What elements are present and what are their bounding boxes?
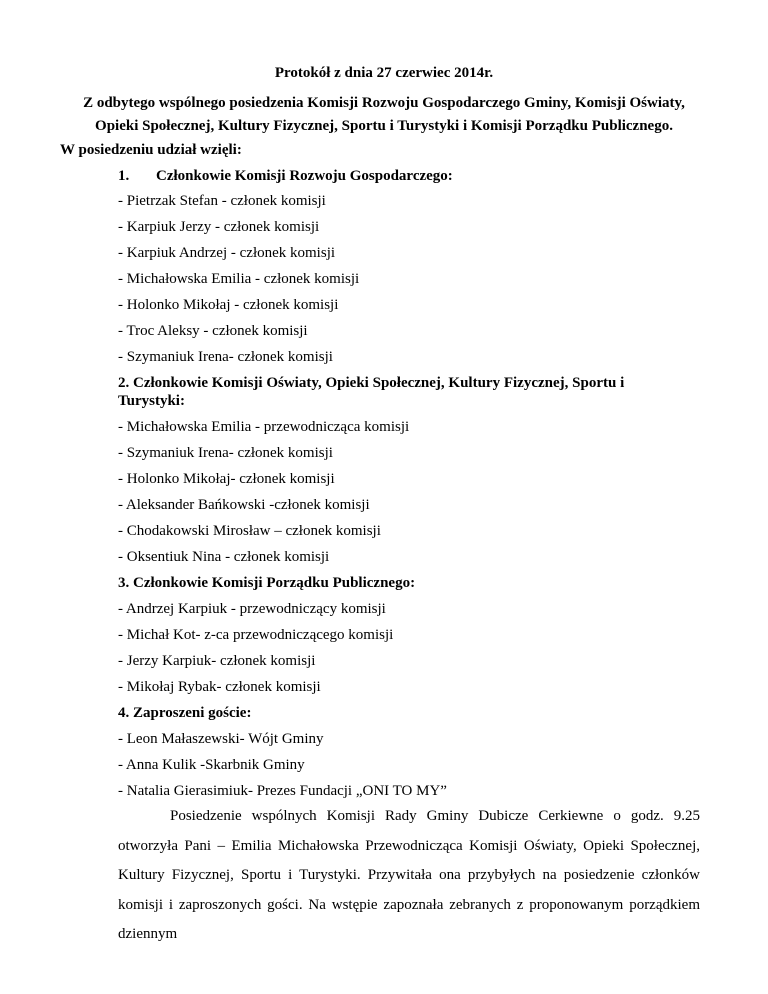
section1-title: Członkowie Komisji Rozwoju Gospodarczego: <box>156 168 453 184</box>
list-item: - Karpiuk Jerzy - członek komisji <box>118 219 320 235</box>
section2-heading-line1: 2. Członkowie Komisji Oświaty, Opieki Społecznej, Kultury Fizycznej, Sportu i <box>118 375 625 391</box>
section1-heading <box>118 166 453 186</box>
list-item: - Aleksander Bańkowski -członek komisji <box>118 497 370 513</box>
list-item: - Anna Kulik -Skarbnik Gminy <box>118 757 305 773</box>
section3-heading: 3. Członkowie Komisji Porządku Publicznego: <box>118 575 416 591</box>
list-item: - Holonko Mikołaj- członek komisji <box>118 471 335 487</box>
document-title: Protokół z dnia 27 czerwiec 2014r. <box>274 65 494 81</box>
list-item: - Oksentiuk Nina - członek komisji <box>118 549 330 565</box>
section1-number: 1. <box>118 168 130 184</box>
document-subtitle: Z odbytego wspólnego posiedzenia Komisji Rozwoju Gospodarczego Gminy, Komisji Oświaty, Opieki Społecznej, Kultury Fizycznej, Sportu i Turystyki i Komisji Porządku Publicznego. <box>83 95 685 134</box>
list-item: - Holonko Mikołaj - członek komisji <box>118 297 339 313</box>
list-item: - Troc Aleksy - członek komisji <box>118 323 308 339</box>
list-item: - Michałowska Emilia - członek komisji <box>118 271 360 287</box>
list-item: - Chodakowski Mirosław – członek komisji <box>118 523 381 539</box>
list-item: - Mikołaj Rybak- członek komisji <box>118 679 321 695</box>
list-item: - Michał Kot- z-ca przewodniczącego komisji <box>118 627 394 643</box>
list-item: - Jerzy Karpiuk- członek komisji <box>118 653 316 669</box>
list-item: - Leon Małaszewski- Wójt Gminy <box>118 731 324 747</box>
list-item: - Karpiuk Andrzej - członek komisji <box>118 245 336 261</box>
list-item: - Michałowska Emilia - przewodnicząca komisji <box>118 419 410 435</box>
list-item: - Pietrzak Stefan - członek komisji <box>118 193 326 209</box>
list-item: - Szymaniuk Irena- członek komisji <box>118 349 333 365</box>
list-item: - Andrzej Karpiuk - przewodniczący komisji <box>118 601 386 617</box>
section4-heading: 4. Zaproszeni goście: <box>118 705 252 721</box>
body-paragraph: Posiedzenie wspólnych Komisji Rady Gminy Dubicze Cerkiewne o godz. 9.25 otworzyła Pani – Emilia Michałowska Przewodnicząca Komisji Oświaty, Opieki Społecznej, Kultury Fizycznej, Sportu i Turystyki. Przywitała ona przybyłych na posiedzenie członków komisji i zaproszonych gości. Na wstępie zapoznała zebranych z proponowanym porządkiem dziennym <box>118 808 700 942</box>
section2-heading-line2: Turystyki: <box>118 393 185 409</box>
list-item: - Natalia Gierasimiuk- Prezes Fundacji „ONI TO MY” <box>118 783 447 799</box>
participants-heading: W posiedzeniu udział wzięli: <box>60 142 242 158</box>
list-item: - Szymaniuk Irena- członek komisji <box>118 445 333 461</box>
